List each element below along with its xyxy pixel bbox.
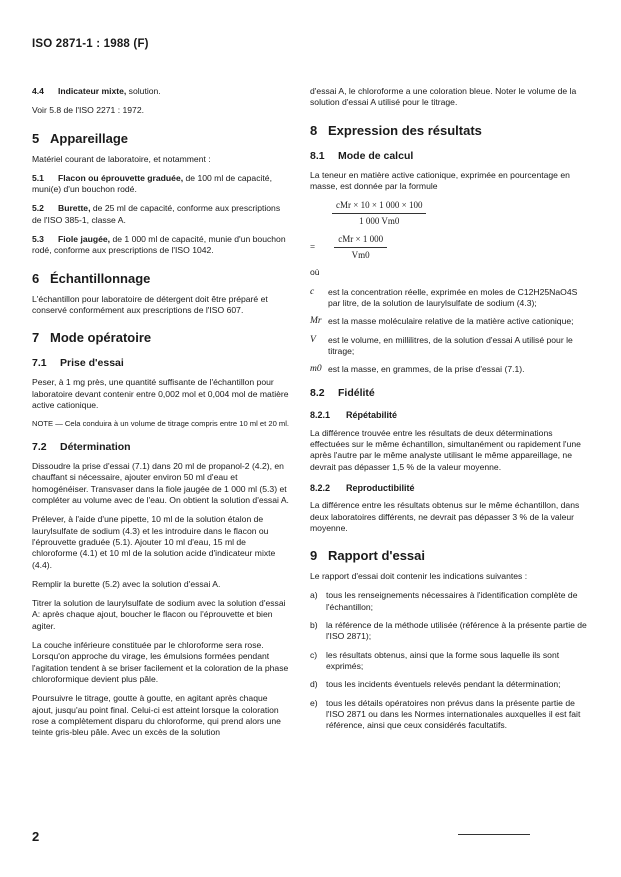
section-title: Flacon ou éprouvette graduée, — [58, 172, 184, 183]
variable-symbol: c — [310, 286, 315, 297]
section-4-4 — [32, 86, 290, 97]
footnote-rule — [458, 834, 530, 835]
section-title: Fiole jaugée, — [58, 234, 111, 245]
item-text: la référence de la méthode utilisée (référence à la présente partie de l'ISO 2871); — [326, 620, 587, 642]
item-text: tous les détails opératoires non prévus dans la présente partie de l'ISO 2871 ou dans les Normes internationales auxquelles il est fait référence, ainsi que ceux considérés facultatifs. — [326, 697, 581, 731]
section-text: de 1 000 ml de capacité, munie d'un bouchon rodé, conforme aux prescriptions de l'ISO 1042. — [32, 234, 286, 256]
variable-desc: est la masse moléculaire relative de la matière active cationique; — [328, 316, 574, 327]
section-7-2-p2: Prélever, à l'aide d'une pipette, 10 ml de la solution étalon de laurylsulfate de sodium (4.3) et les introduire dans le flacon ou l'éprouvette graduée (5.1). Ajouter 10 ml d'eau, 15 ml de chloroforme (4.1) et 10 ml de la solution acide d'indicateur mixte (4.4). — [32, 514, 276, 570]
variable-c — [310, 287, 590, 310]
section-7-1-note: NOTE — Cela conduira à un volume de titrage compris entre 10 ml et 20 ml. — [32, 419, 290, 429]
section-text: solution. — [126, 86, 161, 96]
heading-8-2-2 — [310, 483, 590, 494]
section-4-4-ref: Voir 5.8 de l'ISO 2271 : 1972. — [32, 105, 145, 116]
formula — [310, 200, 590, 261]
heading-6 — [32, 271, 290, 286]
item-label: c) — [310, 649, 318, 660]
heading-5 — [32, 131, 290, 146]
heading-8-2 — [310, 387, 590, 400]
section-8-1-text: La teneur en matière active cationique, exprimée en pourcentage en masse, est donnée par la formule — [310, 169, 570, 191]
heading-number: 8.2 — [310, 387, 325, 400]
heading-8 — [310, 123, 590, 138]
list-item — [310, 698, 590, 732]
heading-title: Appareillage — [50, 130, 129, 146]
variable-symbol: V — [310, 334, 316, 345]
item-text: les résultats obtenus, ainsi que la forme sous laquelle ils sont exprimés; — [326, 649, 560, 671]
section-5-2 — [32, 203, 290, 226]
section-8-2-2-text: La différence entre les résultats obtenus sur le même échantillon, dans deux laboratoires différents, ne devrait pas dépasser 3 % de la valeur moyenne. — [310, 500, 580, 533]
heading-title: Fidélité — [338, 387, 375, 400]
heading-8-2-1 — [310, 410, 590, 421]
heading-9 — [310, 548, 590, 563]
variable-desc: est la masse, en grammes, de la prise d'essai (7.1). — [328, 364, 525, 375]
section-7-2-p3: Remplir la burette (5.2) avec la solution d'essai A. — [32, 578, 221, 589]
heading-number: 9 — [310, 548, 318, 564]
formula-row-2 — [310, 234, 590, 262]
right-column — [310, 86, 590, 738]
variable-symbol: Mr — [310, 316, 322, 327]
item-label: d) — [310, 679, 318, 690]
heading-title: Détermination — [60, 441, 131, 454]
section-number: 4.4 — [32, 86, 44, 96]
section-6-text: L'échantillon pour laboratoire de détergent doit être préparé et conservé conformément aux prescriptions de l'ISO 607. — [32, 293, 268, 315]
numerator-1: cMr × 10 × 1 000 × 100 — [332, 200, 426, 214]
heading-title: Mode de calcul — [338, 149, 414, 162]
heading-number: 8.2.1 — [310, 410, 331, 421]
denominator-2: Vm0 — [351, 250, 370, 261]
heading-title: Rapport d'essai — [328, 548, 426, 564]
list-item — [310, 620, 590, 643]
section-7-2-p5: La couche inférieure constituée par le chloroforme sera rose. Lorsqu'on approche du virage, les émulsions formées pendant l'agitation tendent à se briser facilement et la coloration de la phase chloroformique devient plus pâle. — [32, 640, 289, 684]
item-text: tous les incidents éventuels relevés pendant la détermination; — [326, 679, 561, 690]
item-label: b) — [310, 620, 318, 631]
heading-number: 5 — [32, 130, 40, 146]
heading-7-1 — [32, 357, 290, 370]
section-number: 5.2 — [32, 203, 44, 214]
section-7-1-text: Peser, à 1 mg près, une quantité suffisante de l'échantillon pour laboratoire devant contenir entre 0,002 mol et 0,004 mol de matière active cationique. — [32, 377, 289, 410]
heading-number: 6 — [32, 270, 40, 286]
page-number: 2 — [32, 829, 40, 844]
list-item — [310, 650, 590, 673]
heading-title: Répétabilité — [346, 410, 398, 421]
section-7-2-p1: Dissoudre la prise d'essai (7.1) dans 20 ml de propanol-2 (4.2), en chauffant si nécessaire, ajouter environ 50 ml d'eau et homogénéiser. Transvaser dans la fiole jaugée de 1 000 ml (5.3) et compléter au volume avec de l'eau. On obtient la solution d'essai A. — [32, 461, 289, 506]
heading-number: 7.1 — [32, 357, 47, 370]
section-5-1 — [32, 173, 290, 196]
section-7-2-p4: Titrer la solution de laurylsulfate de sodium avec la solution d'essai A: après chaque ajout, boucher le flacon ou l'éprouvette et bien agiter. — [32, 598, 286, 631]
left-column — [32, 86, 290, 746]
heading-title: Échantillonnage — [50, 270, 151, 286]
numerator-2: cMr × 1 000 — [334, 234, 387, 248]
heading-8-1 — [310, 150, 590, 163]
denominator-1: 1 000 Vm0 — [359, 216, 400, 227]
section-8-2-1-text: La différence trouvée entre les résultats de deux déterminations effectuées sur le même échantillon, simultanément ou rapidement l'une après l'autre par le même analyste utilisant le même appareillage, ne devrait pas dépasser 1,5 % de la valeur moyenne. — [310, 427, 581, 472]
section-5-3 — [32, 234, 290, 257]
heading-7 — [32, 330, 290, 345]
item-text: tous les renseignements nécessaires à l'identification complète de l'échantillon; — [326, 590, 578, 612]
variable-symbol: m0 — [310, 364, 322, 375]
heading-title: Prise d'essai — [60, 357, 124, 370]
list-item — [310, 679, 590, 690]
section-text: de 100 ml de capacité, muni(e) d'un bouchon rodé. — [32, 172, 272, 195]
heading-title: Mode opératoire — [50, 330, 152, 346]
section-5-intro: Matériel courant de laboratoire, et notamment : — [32, 153, 211, 164]
section-title: Burette, — [58, 203, 91, 214]
variable-desc: est la concentration réelle, exprimée en moles de C12H25NaO4S par litre, de la solution de laurylsulfate de sodium (4.3); — [328, 286, 578, 308]
section-title: Indicateur mixte, — [58, 86, 127, 96]
heading-title: Reproductibilité — [346, 482, 415, 493]
section-number: 5.3 — [32, 234, 44, 245]
fraction-2 — [334, 234, 387, 262]
section-7-2-p6: Poursuivre le titrage, goutte à goutte, en agitant après chaque ajout, jusqu'au point final. Celui-ci est atteint lorsque la coloration rose a complètement disparu du chloroforme, qui prend alors une teinte gris-bleu pâle. Avec un excès de la solution — [32, 693, 281, 738]
document-header: ISO 2871-1 : 1988 (F) — [32, 38, 149, 50]
heading-number: 7.2 — [32, 441, 47, 454]
fraction-1 — [332, 200, 426, 228]
heading-7-2 — [32, 441, 290, 454]
section-9-intro: Le rapport d'essai doit contenir les indications suivantes : — [310, 571, 528, 582]
section-text: de 25 ml de capacité, conforme aux prescriptions de l'ISO 385-1, classe A. — [32, 203, 281, 225]
item-label: a) — [310, 590, 318, 601]
variable-mr — [310, 316, 590, 327]
section-number: 5.1 — [32, 172, 44, 183]
equals-sign: = — [310, 241, 316, 252]
variable-v — [310, 335, 590, 358]
where-label: où — [310, 267, 320, 278]
heading-number: 7 — [32, 330, 40, 346]
continuation-text: d'essai A, le chloroforme a une coloration bleue. Noter le volume de la solution d'essai A utilisé pour le titrage. — [310, 86, 577, 108]
heading-number: 8 — [310, 122, 318, 138]
heading-title: Expression des résultats — [328, 122, 482, 138]
heading-number: 8.1 — [310, 149, 325, 162]
variable-m0 — [310, 364, 590, 375]
list-item — [310, 590, 590, 613]
item-label: e) — [310, 697, 318, 708]
formula-row-1 — [310, 200, 590, 228]
variable-desc: est le volume, en millilitres, de la solution d'essai A utilisé pour le titrage; — [328, 334, 573, 356]
heading-number: 8.2.2 — [310, 482, 331, 493]
